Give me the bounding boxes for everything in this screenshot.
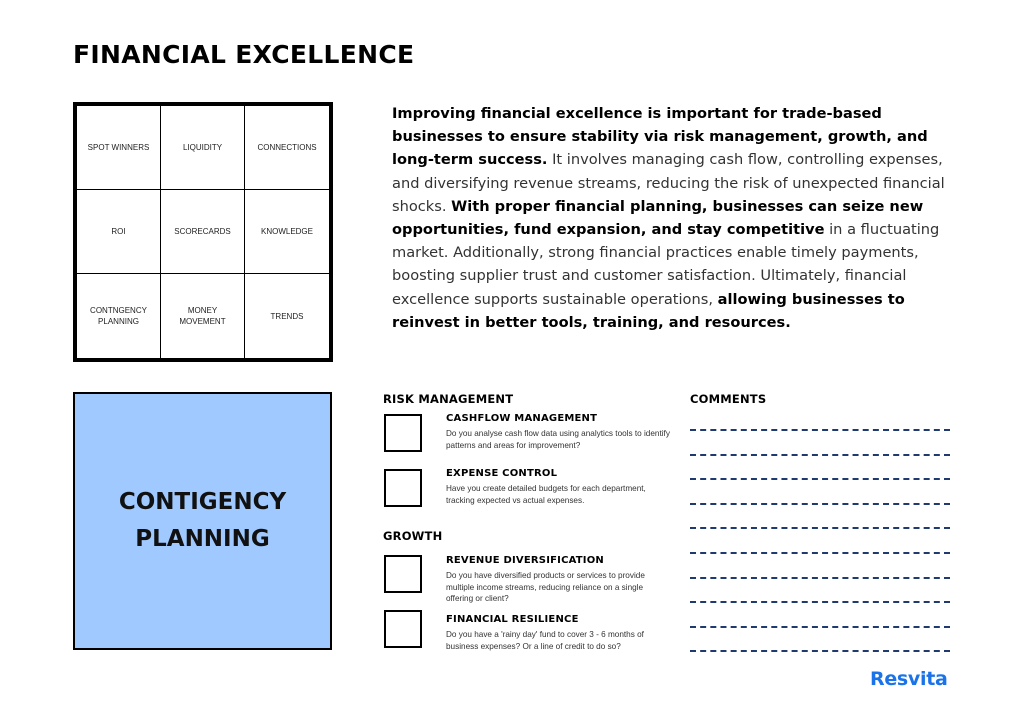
intro-bold-1: Improving financial excellence is important for trade-based businesses to ensure stability via risk management, growth, and long-term success. — [392, 105, 928, 169]
topic-grid — [73, 102, 333, 362]
revenue-diversification-desc: Do you have diversified products or services to provide multiple income streams, reducing reliance on a single offering or client? — [446, 571, 645, 603]
comment-line[interactable] — [690, 527, 950, 529]
grid-cell-knowledge: KNOWLEDGE — [245, 190, 329, 274]
focus-box — [73, 392, 332, 650]
intro-bold-3: allowing businesses to reinvest in better tools, training, and resources. — [392, 290, 905, 331]
brand-logo: Resvita — [870, 668, 948, 690]
comment-line[interactable] — [690, 650, 950, 652]
financial-resilience-desc: Do you have a 'rainy day' fund to cover 3 - 6 months of business expenses? Or a line of credit to do so? — [446, 630, 644, 651]
grid-cell-trends: TRENDS — [270, 311, 304, 321]
comments-heading: COMMENTS — [690, 392, 767, 406]
expense-control-checkbox[interactable] — [384, 469, 422, 507]
revenue-diversification-title: REVENUE DIVERSIFICATION — [446, 555, 604, 566]
intro-paragraph — [392, 102, 952, 334]
grid-cell-liquidity: LIQUIDITY — [161, 106, 245, 190]
growth-heading: GROWTH — [383, 529, 443, 543]
financial-resilience-checkbox[interactable] — [384, 610, 422, 648]
financial-resilience-title: FINANCIAL RESILIENCE — [446, 614, 579, 625]
comment-line[interactable] — [690, 626, 950, 628]
cashflow-title: CASHFLOW MANAGEMENT — [446, 413, 598, 424]
grid-cell-roi: ROI — [77, 190, 161, 274]
grid-cell-money-movement: MONEY MOVEMENT — [161, 274, 245, 358]
grid-cell-scorecards: SCORECARDS — [161, 190, 245, 274]
comment-line[interactable] — [690, 429, 950, 431]
comment-line[interactable] — [690, 552, 950, 554]
comment-line[interactable] — [690, 577, 950, 579]
comment-line[interactable] — [690, 478, 950, 480]
cashflow-checkbox[interactable] — [384, 414, 422, 452]
intro-text-1: It involves managing cash flow, controlling expenses, and diversifying revenue streams, reducing the risk of unexpected financial shocks. — [392, 151, 945, 215]
comment-line[interactable] — [690, 454, 950, 456]
grid-cell-spot-winners: SPOT WINNERS — [77, 106, 161, 190]
focus-title: CONTIGENCY PLANNING — [118, 489, 287, 552]
comment-line[interactable] — [690, 601, 950, 603]
risk-management-heading: RISK MANAGEMENT — [383, 392, 514, 406]
grid-cell-connections: CONNECTIONS — [245, 106, 329, 190]
cashflow-desc: Do you analyse cash flow data using analytics tools to identify patterns and areas for improvement? — [446, 429, 670, 450]
revenue-diversification-checkbox[interactable] — [384, 555, 422, 593]
comment-line[interactable] — [690, 503, 950, 505]
expense-control-desc: Have you create detailed budgets for each department, tracking expected vs actual expenses. — [446, 484, 646, 505]
intro-text-2: in a fluctuating market. Additionally, strong financial practices enable timely payments, boosting supplier trust and customer satisfaction. Ultimately, financial excellence supports sustainable operations, — [392, 221, 940, 308]
intro-bold-2: With proper financial planning, businesses can seize new opportunities, fund expansion, and stay competitive — [392, 197, 924, 239]
expense-control-title: EXPENSE CONTROL — [446, 468, 558, 479]
grid-cell-contingency-planning: CONTNGENCY PLANNING — [77, 274, 161, 358]
page-title: FINANCIAL EXCELLENCE — [73, 40, 415, 69]
